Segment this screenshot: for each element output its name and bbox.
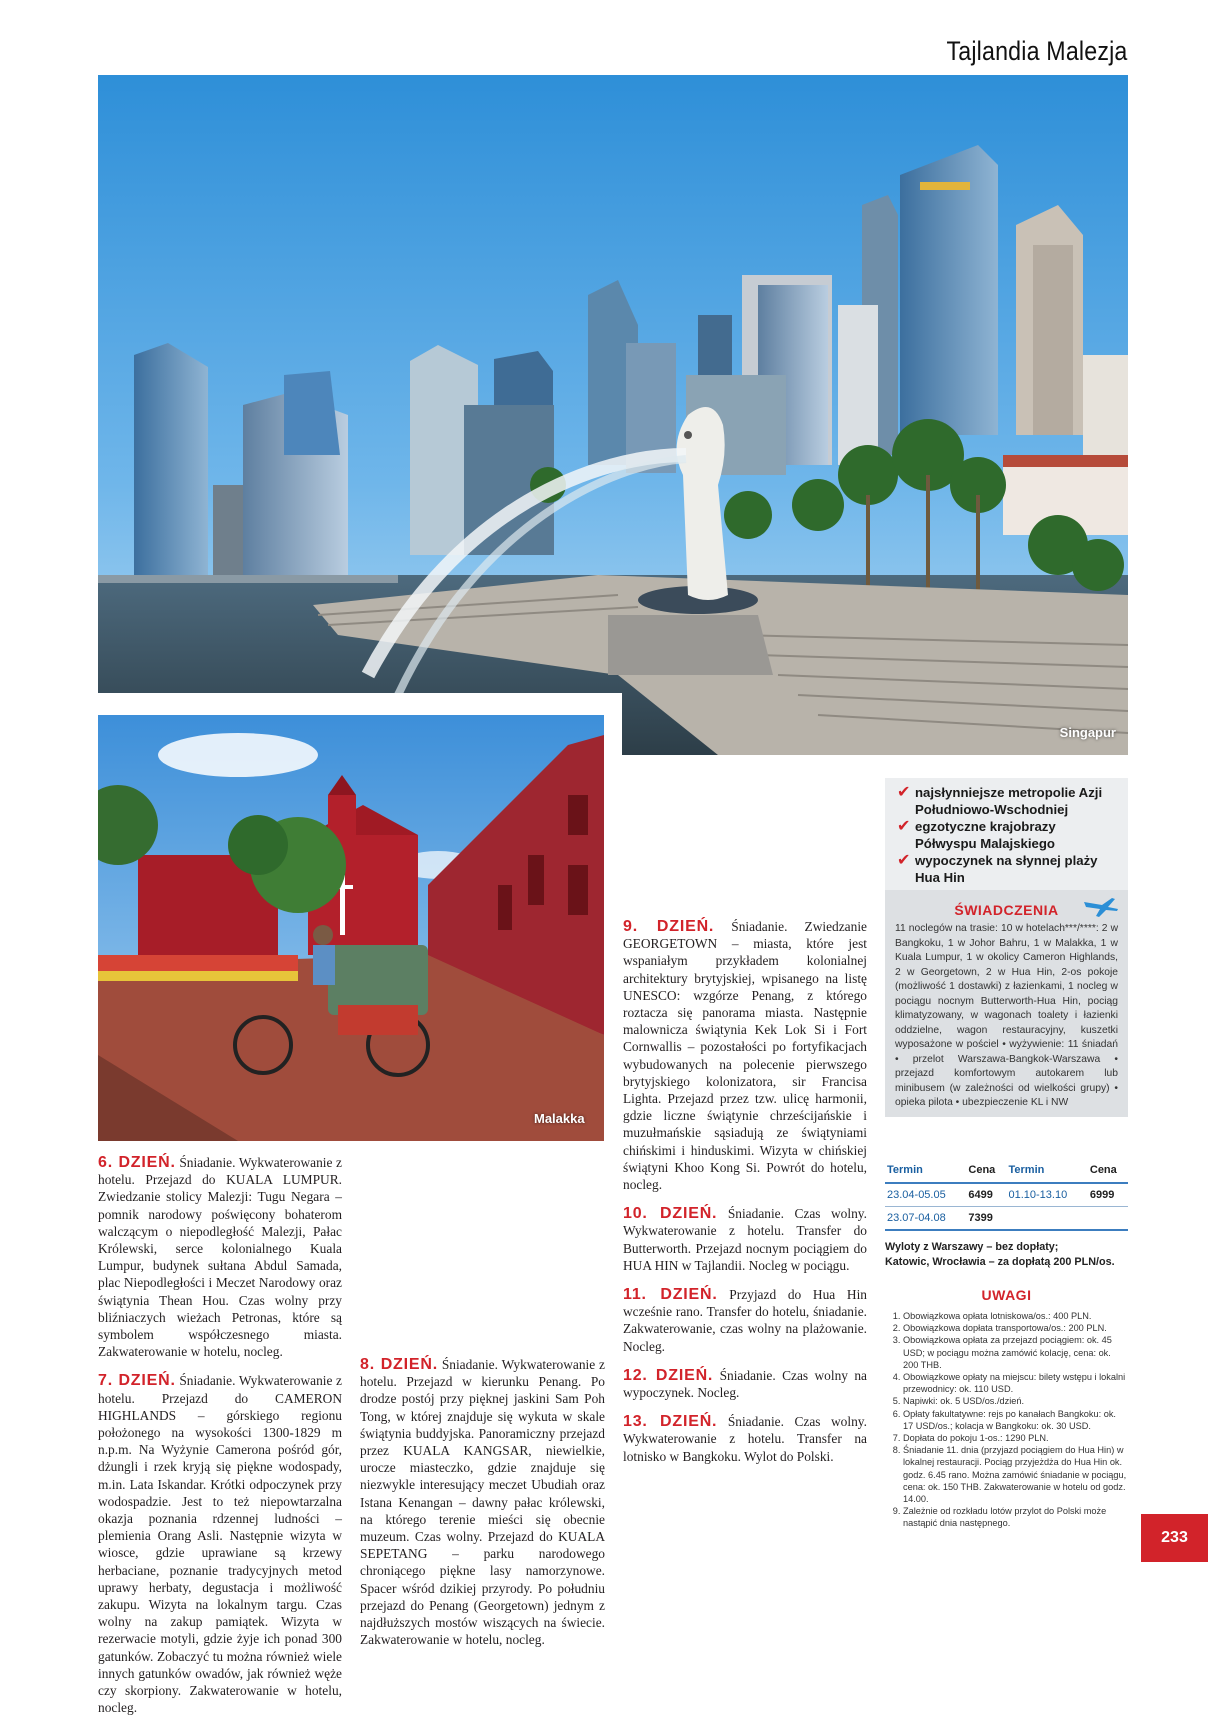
checkmark-icon: ✔: [897, 852, 911, 869]
list-item: 3. Obowiązkowa opłata za przejazd pociągiem: ok. 45 USD; w pociągu można zamówić kolację, cena: ok. 200 THB.: [903, 1334, 1128, 1371]
day-10: [623, 1205, 867, 1274]
list-item: 4. Obowiązkowe opłaty na miejscu: bilety wstępu i lokalni przewodnicy: ok. 110 USD.: [903, 1371, 1128, 1395]
day-6-text: Śniadanie. Wykwaterowanie z hotelu. Przejazd do KUALA LUMPUR. Zwiedzanie stolicy Malezji: Tugu Negara – pomnik narodowy poświęcony bohaterom walczącym o niepodległość Malezji, Pałac Królewski, serce kolonialnego Kuala Lumpur, budynek sułtana Abdul Samada, plac Niepodległości i Meczet Narodowy oraz świątynia Thean Hou. Czas wolny przy bliźniaczych wieżach Petronas, które są symbolem współczesnego miasta. Zakwaterowanie w hotelu, nocleg.: [98, 1155, 342, 1360]
day-6-heading: 6. DZIEŃ.: [98, 1154, 176, 1171]
swiadczenia-text: 11 noclegów na trasie: 10 w hotelach***/****: 2 w Bangkoku, 1 w Johor Bahru, 1 w Malakka, 1 w Kuala Lumpur, 1 w okolicy Cameron Highlands, 2 w Georgetown, 2 w Hua Hin, 2-os pokoje (możliwość 1 dostawki) z łazienkami, 1 nocleg w pociągu nocnym Butterworth-Hua Hin, pociąg klimatyzowany, w wagonach toalety i łazienki oddzielne, wagon restauracyjny, kuszetki wyposażone w pościel • wyżywienie: 11 śniadań • przelot Warszawa-Bangkok-Warszawa • przejazd komfortowym autokarem lub minibusem (w zależności od wielkości grupy) • opieka pilota • ubezpieczenie KL i NW: [895, 923, 1118, 1108]
day-10-text: Śniadanie. Czas wolny. Wykwaterowanie z hotelu. Transfer do Butterworth. Przejazd nocnym pociągiem do HUA HIN w Tajlandii. Nocleg w pociągu.: [623, 1206, 867, 1273]
day-7: [98, 1372, 342, 1716]
itinerary-column-2: [360, 1154, 605, 1660]
checkmark-icon: ✔: [897, 818, 911, 835]
checkmark-icon: ✔: [897, 784, 911, 801]
day-13: [623, 1413, 867, 1465]
itinerary-column-3: [623, 776, 867, 1477]
day-8-text: Śniadanie. Wykwaterowanie z hotelu. Przejazd w kierunku Penang. Po drodze postój przy pięknej jaskini Sam Poh Tong, w której znajduje się wykuta w skale świątynia buddyjska. Panoramiczny przejazd przez KUALA KANGSAR, niewielkie, urocze miasteczko, gdzie znajduje się niezwykle interesujący meczet Ubudiah oraz Istana Kenangan – dawny pałac królewski, na którego terenie mieści się obecnie muzeum. Czas wolny. Przejazd do KUALA SEPETANG – parku narodowego chroniącego piękne lasy namorzynowe. Spacer wśród dzikiej przyrody. Po południu przejazd do Penang (Georgetown) jednym z najdłuższych mostów wiszących na świecie. Zakwaterowanie w hotelu, nocleg.: [360, 1357, 605, 1648]
day-7-continuation-space: [360, 1154, 605, 1344]
hero-photo-singapur: [98, 75, 1128, 755]
day-11: [623, 1286, 867, 1355]
day-8: [360, 1356, 605, 1648]
day-8-heading: 8. DZIEŃ.: [360, 1356, 438, 1373]
offer-sidebar: [885, 778, 1128, 1117]
list-item: 5. Napiwki: ok. 5 USD/os./dzień.: [903, 1395, 1128, 1407]
photo-caption-malakka: Malakka: [534, 1111, 585, 1126]
day-10-heading: 10. DZIEŃ.: [623, 1205, 718, 1223]
day-12-text: Śniadanie. Czas wolny na wypoczynek. Nocleg.: [623, 1367, 867, 1401]
day-13-heading: 13. DZIEŃ.: [623, 1413, 718, 1431]
day-11-text: Przyjazd do Hua Hin wcześnie rano. Transfer do hotelu, śniadanie. Zakwaterowanie, czas wolny na plażowanie. Nocleg.: [623, 1287, 867, 1354]
day-12-heading: 12. DZIEŃ.: [623, 1366, 714, 1384]
day-9: [623, 918, 867, 1193]
photo-malakka: [98, 715, 604, 1141]
price-header-cena: Cena: [966, 1160, 1006, 1183]
uwagi-title: UWAGI: [981, 1287, 1032, 1303]
page-number: 233: [1141, 1514, 1208, 1562]
uwagi-list: [885, 1310, 1128, 1530]
swiadczenia-title: ŚWIADCZENIA: [885, 902, 1128, 918]
airplane-icon: [1082, 896, 1120, 921]
price-table: [885, 1160, 1128, 1231]
list-item: 6. Opłaty fakultatywne: rejs po kanałach Bangkoku: ok. 17 USD/os.; kolacja w Bangkoku: ok. 30 USD.: [903, 1408, 1128, 1432]
day-6: [98, 1154, 342, 1360]
table-row: 23.04-05.05 6499 01.10-13.10 6999: [885, 1183, 1128, 1207]
list-item: 2. Obowiązkowa dopłata transportowa/os.: 200 PLN.: [903, 1322, 1128, 1334]
day-7-heading: 7. DZIEŃ.: [98, 1372, 176, 1390]
price-header-termin: Termin: [1006, 1160, 1087, 1183]
day-9-text: Śniadanie. Zwiedzanie GEORGETOWN – miasta, które jest wspaniałym przykładem kolonialnej architektury brytyjskiej, wpisanego na listę UNESCO: wzgórze Penang, z którego roztacza się panorama miasta. Następnie malownicza świątynia Kek Lok Si i Fort Cornwallis – pozostałości po fortyfikacjach wybudowanych na polecenie pierwszego brytyjskiego kolonizatora, sir Francisa Lighta. Przejazd przez tzw. ulicę harmonii, gdzie liczne świątynie chrześcijańskie i muzułmańskie sąsiadują ze świątyniami chińskimi i hinduskimi. Wizyta w chińskiej świątyni Khoo Kong Si. Powrót do hotelu, nocleg.: [623, 919, 867, 1193]
itinerary-column-1: [98, 1154, 342, 1729]
table-row: 23.07-04.08 7399: [885, 1207, 1128, 1231]
day-11-heading: 11. DZIEŃ.: [623, 1286, 718, 1304]
departure-note: Wyloty z Warszawy – bez dopłaty; Katowic, Wrocławia – za dopłatą 200 PLN/os.: [885, 1241, 1115, 1268]
list-item: 1. Obowiązkowa opłata lotniskowa/os.: 400 PLN.: [903, 1310, 1128, 1322]
day-12: [623, 1367, 867, 1401]
list-item: 7. Dopłata do pokoju 1-os.: 1290 PLN.: [903, 1432, 1128, 1444]
photo-caption-singapur: Singapur: [1059, 725, 1116, 740]
highlights-box: [885, 778, 1128, 890]
list-item: 9. Zależnie od rozkładu lotów przylot do Polski może nastąpić dnia następnego.: [903, 1505, 1128, 1529]
day-8-continuation-space: [623, 776, 867, 904]
price-header-termin: Termin: [885, 1160, 966, 1183]
day-7-text: Śniadanie. Wykwaterowanie z hotelu. Przejazd do CAMERON HIGHLANDS – górskiego regionu położonego na wysokości 1300-1829 m n.p.m. Na Wyżynie Camerona pośród gór, dżungli i rzek kryją się piękne wodospady, m.in. Lata Iskandar. Krótki odpoczynek przy wodospadzie. Jest to też niepowtarzalna okazja poznania rdzennej ludności – plemienia Orang Asli. Następnie wizyta w wiosce, gdzie uprawiane są krzewy herbaciane, poznanie tradycyjnych metod uprawy herbaty, degustacja i możliwość zakupu. Wizyta na lokalnym targu. Czas wolny na zakup pamiątek. Wizyta w rezerwacie motyli, gdzie żyje ich ponad 300 gatunków. Zobaczyć tu można również wiele innych gatunków owadów, jak również węże czy skorpiony. Zakwaterowanie w hotelu, nocleg.: [98, 1373, 342, 1716]
day-13-text: Śniadanie. Czas wolny. Wykwaterowanie z hotelu. Transfer na lotnisko w Bangkoku. Wylot do Polski.: [623, 1414, 867, 1464]
highlight-item: ✔ egzotyczne krajobrazy Półwyspu Malajskiego: [897, 818, 1056, 851]
highlight-item: ✔ najsłynniejsze metropolie Azji Południowo-Wschodniej: [897, 784, 1103, 817]
price-header-cena: Cena: [1088, 1160, 1128, 1183]
list-item: 8. Śniadanie 11. dnia (przyjazd pociągiem do Hua Hin) w lokalnej restauracji. Pociąg przyjeżdża do Hua Hin ok. godz. 6.45 rano. Można zamówić śniadanie w pociągu, cena: ok. 150 THB. Zakwaterowanie w hotelu od godz. 14.00.: [903, 1444, 1128, 1505]
day-9-heading: 9. DZIEŃ.: [623, 918, 715, 935]
highlight-item: ✔ wypoczynek na słynnej plaży Hua Hin: [897, 852, 1098, 885]
page-title: Tajlandia Malezja: [946, 36, 1128, 66]
